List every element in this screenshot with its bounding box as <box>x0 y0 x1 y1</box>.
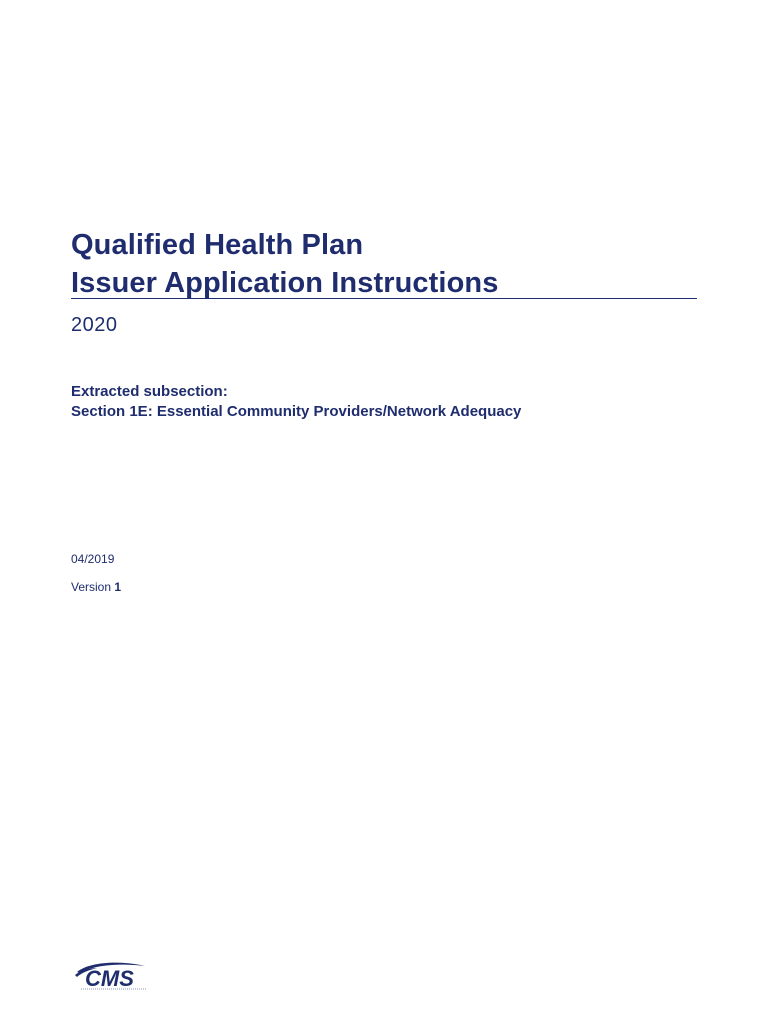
document-version <box>71 579 121 595</box>
title-line-1: Qualified Health Plan <box>71 229 364 261</box>
cms-logo-icon <box>71 958 151 992</box>
subsection-label: Extracted subsection: <box>71 383 228 400</box>
version-number: 1 <box>114 580 122 594</box>
subsection-block <box>71 382 521 422</box>
cms-logo-text: CMS <box>85 966 134 991</box>
document-title <box>71 226 697 302</box>
document-year: 2020 <box>71 314 118 336</box>
document-date: 04/2019 <box>71 552 115 566</box>
title-line-2: Issuer Application Instructions <box>71 267 499 299</box>
title-divider <box>71 298 697 299</box>
version-label: Version <box>71 580 112 594</box>
subsection-title: Section 1E: Essential Community Providers/Network Adequacy <box>71 403 522 420</box>
